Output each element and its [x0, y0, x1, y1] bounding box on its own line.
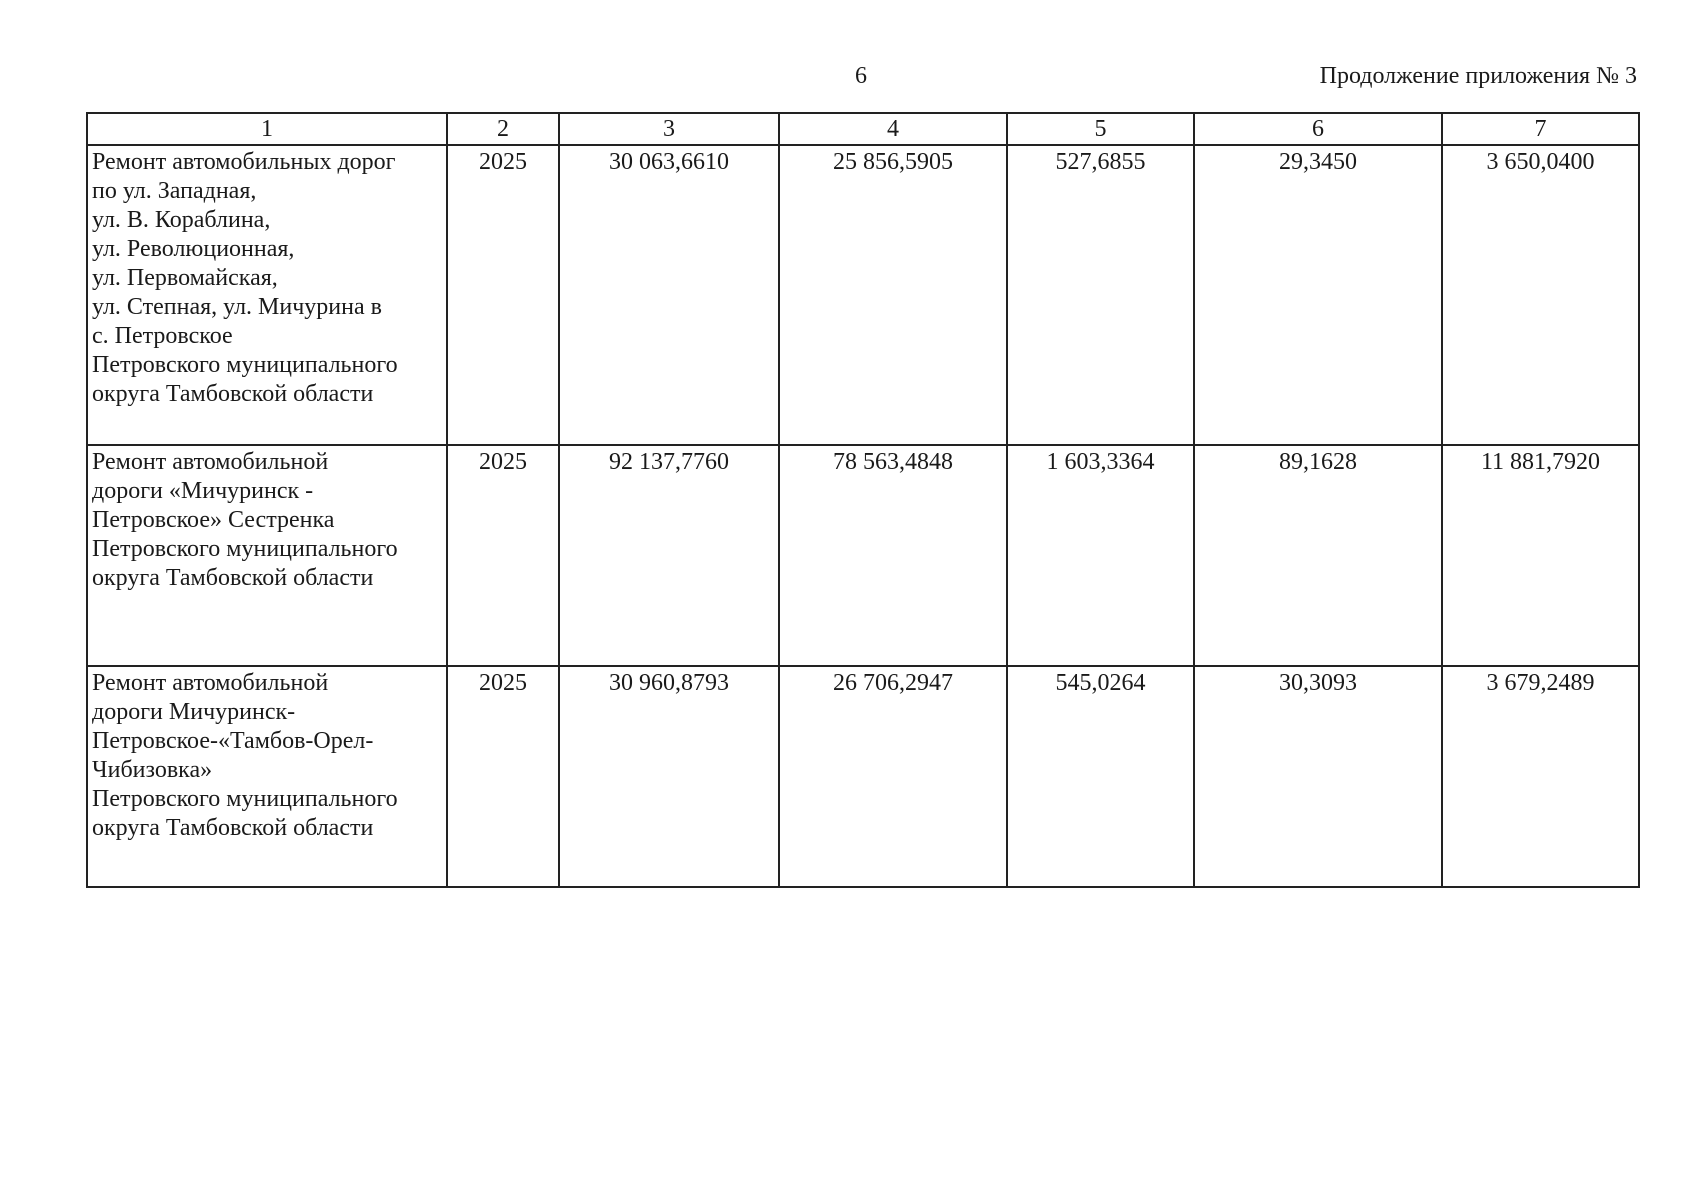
year-cell: 2025	[447, 666, 559, 887]
table-row	[87, 445, 1639, 666]
page-number: 6	[855, 63, 867, 89]
project-name-cell: Ремонт автомобильной дороги Мичуринск- Петровское-«Тамбов-Орел- Чибизовка» Петровского муниципального округа Тамбовской области	[87, 666, 447, 887]
year-cell: 2025	[447, 445, 559, 666]
value-cell: 78 563,4848	[779, 445, 1007, 666]
column-number: 5	[1007, 113, 1194, 145]
appendix-continuation-label: Продолжение приложения № 3	[1319, 63, 1637, 89]
column-number: 6	[1194, 113, 1442, 145]
value-cell: 3 650,0400	[1442, 145, 1639, 445]
project-name-cell: Ремонт автомобильной дороги «Мичуринск - Петровское» Сестренка Петровского муниципального округа Тамбовской области	[87, 445, 447, 666]
value-cell: 30,3093	[1194, 666, 1442, 887]
value-cell: 11 881,7920	[1442, 445, 1639, 666]
value-cell: 30 960,8793	[559, 666, 779, 887]
table-row	[87, 666, 1639, 887]
value-cell: 545,0264	[1007, 666, 1194, 887]
project-name-cell: Ремонт автомобильных дорог по ул. Западная, ул. В. Кораблина, ул. Революционная, ул. Первомайская, ул. Степная, ул. Мичурина в с. Петровское Петровского муниципального округа Тамбовской области	[87, 145, 447, 445]
value-cell: 89,1628	[1194, 445, 1442, 666]
column-number: 4	[779, 113, 1007, 145]
value-cell: 29,3450	[1194, 145, 1442, 445]
column-number: 3	[559, 113, 779, 145]
value-cell: 30 063,6610	[559, 145, 779, 445]
column-number: 7	[1442, 113, 1639, 145]
column-number-row	[87, 113, 1639, 145]
value-cell: 3 679,2489	[1442, 666, 1639, 887]
data-table	[86, 112, 1640, 888]
value-cell: 527,6855	[1007, 145, 1194, 445]
year-cell: 2025	[447, 145, 559, 445]
value-cell: 1 603,3364	[1007, 445, 1194, 666]
column-number: 2	[447, 113, 559, 145]
value-cell: 26 706,2947	[779, 666, 1007, 887]
value-cell: 92 137,7760	[559, 445, 779, 666]
table-row	[87, 145, 1639, 445]
column-number: 1	[87, 113, 447, 145]
value-cell: 25 856,5905	[779, 145, 1007, 445]
